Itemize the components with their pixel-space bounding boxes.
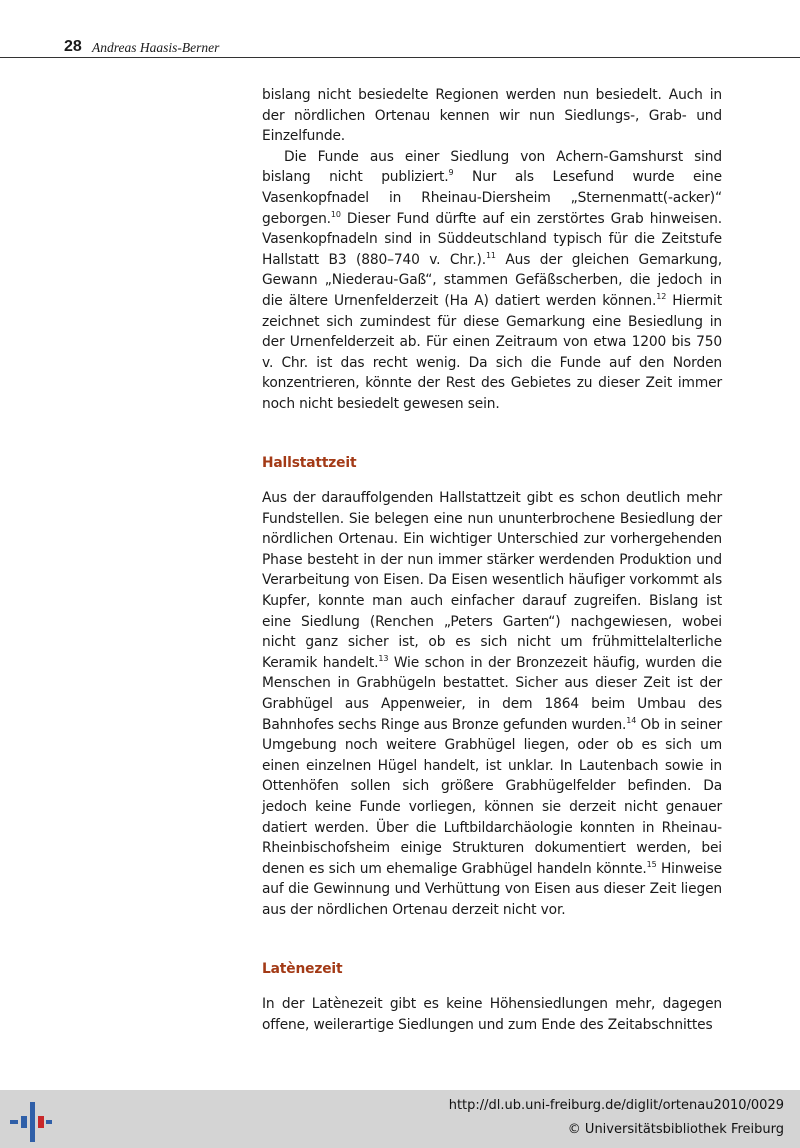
paragraph-2: Die Funde aus einer Siedlung von Achern-Gamshurst sind bislang nicht publiziert.$^9$ Nur als Lesefund wurde eine Vasenkopfnadel in Rheinau-Diersheim „Sternenmatt(-acker)“ geborgen.$^{10}$ Dieser Fund dürfte auf ein zerstörtes Grab hinweisen. Vasenkopfnadeln sind in Süddeutschland typisch für die Zeitstufe Hallstatt B3 (880–740 v. Chr.).$^{11}$ Aus der gleichen Gemarkung, Gewann „Niederau-Gaß“, stammen Gefäßscherben, die jedoch in die ältere Urnenfelderzeit (Ha A) datiert werden können.$^{12}$ Hiermit zeichnet sich zumindest für diese Gemarkung eine Besiedlung in der Urnenfelderzeit ab. Für einen Zeitraum von etwa 1200 bis 750 v. Chr. ist das recht wenig. Da sich die Funde auf den Norden konzentrieren, könnte der Rest des Gebietes zu dieser Zeit immer noch nicht besiedelt gewesen sein. [262, 148, 723, 412]
library-logo-icon [10, 1098, 52, 1142]
header-rule [0, 57, 800, 58]
article-body [262, 85, 722, 1035]
footer-bar [0, 1090, 800, 1148]
paragraph-1: bislang nicht besiedelte Regionen werden nun besiedelt. Auch in der nördlichen Ortenau kennen wir nun Siedlungs-, Grab- und Einzelfunde. [262, 87, 722, 145]
copyright-notice: © Universitätsbibliothek Freiburg [567, 1122, 784, 1137]
page-number: 28 [64, 38, 82, 55]
source-url-link[interactable]: http://dl.ub.uni-freiburg.de/diglit/ortenau2010/0029 [448, 1098, 784, 1113]
paragraph-4: In der Latènezeit gibt es keine Höhensiedlungen mehr, dagegen offene, weilerartige Siedlungen und zum Ende des Zeitabschnittes [262, 996, 722, 1033]
section-heading-latenezeit: Latènezeit [262, 960, 343, 977]
running-head: Andreas Haasis-Berner [92, 40, 220, 55]
section-heading-hallstattzeit: Hallstattzeit [262, 454, 357, 471]
paragraph-3: Aus der darauffolgenden Hallstattzeit gibt es schon deutlich mehr Fundstellen. Sie belegen eine nun ununterbrochene Besiedlung der nördlichen Ortenau. Ein wichtiger Unterschied zur vorhergehenden Phase besteht in der nun immer stärker werdenden Produktion und Verarbeitung von Eisen. Da Eisen wesentlich häufiger vorkommt als Kupfer, konnte man auch einfacher darauf zugreifen. Bislang ist eine Siedlung (Renchen „Peters Garten“) nachgewiesen, wobei nicht ganz sicher ist, ob es sich nicht um frühmittelalterliche Keramik handelt.$^{13}$ Wie schon in der Bronzezeit häufig, wurden die Menschen in Grabhügeln bestattet. Sicher aus dieser Zeit ist der Grabhügel aus Appenweier, in dem 1864 beim Umbau des Bahnhofes sechs Ringe aus Bronze gefunden wurden.$^{14}$ Ob in seiner Umgebung noch weitere Grabhügel liegen, oder ob es sich um einen einzelnen Hügel handelt, ist unklar. In Lautenbach sowie in Ottenhöfen sollen sich größere Grabhügelfelder befinden. Da jedoch keine Funde vorliegen, können sie derzeit nicht genauer datiert werden. Über die Luftbildarchäologie konnten in Rheinau-Rheinbischofsheim einige Strukturen dokumentiert werden, bei denen es sich um ehemalige Grabhügel handeln könnte.$^{15}$ Hinweise auf die Gewinnung und Verhüttung von Eisen aus dieser Zeit liegen aus der nördlichen Ortenau derzeit nicht vor. [262, 490, 722, 918]
